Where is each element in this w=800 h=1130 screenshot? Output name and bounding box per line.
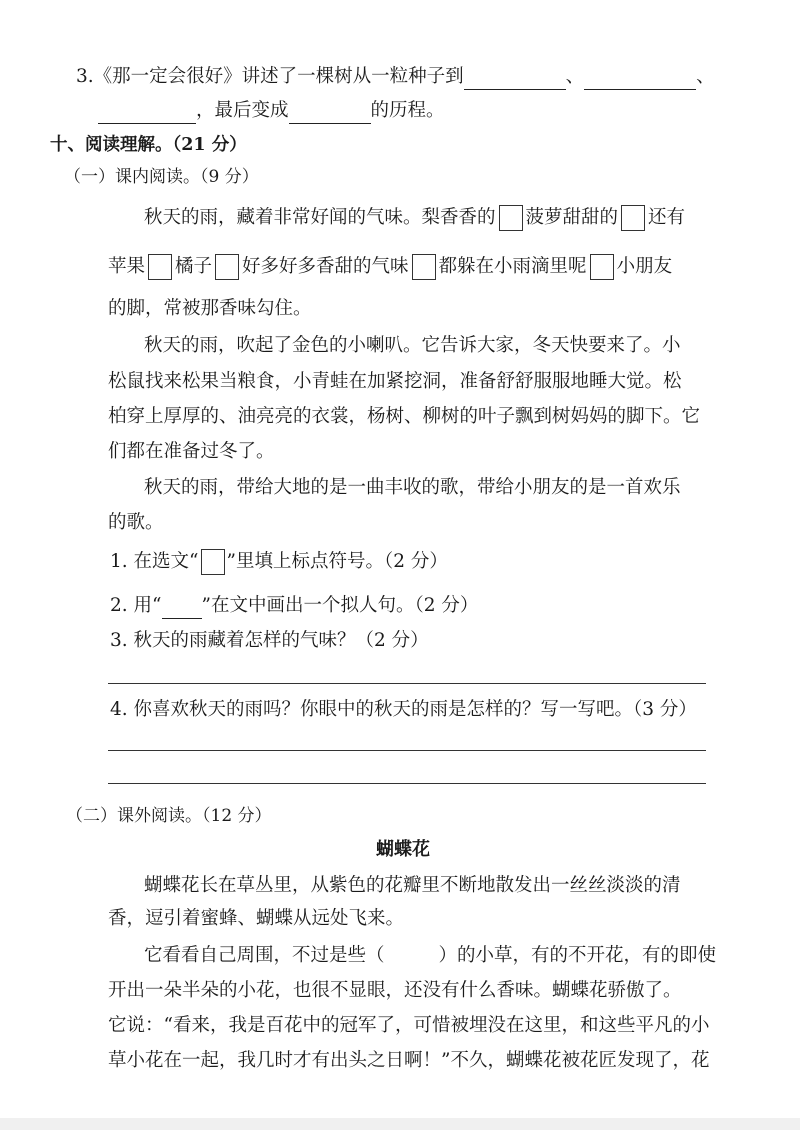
passage-5-line-2: 开出一朵半朵的小花，也很不显眼，还没有什么香味。蝴蝶花骄傲了。 (108, 980, 682, 1001)
passage-1-line-3: 的脚，常被那香味勾住。 (108, 298, 312, 319)
punctuation-box[interactable] (148, 254, 172, 280)
passage-1-line-1 (144, 205, 685, 231)
question-text: ”里填上标点符号。（2 分） (226, 551, 448, 572)
question-3-text: 的历程。 (370, 100, 445, 121)
passage-text: 橘子 (175, 256, 213, 277)
passage-title: 蝴蝶花 (376, 839, 430, 860)
answer-blank[interactable] (289, 103, 371, 124)
passage-text: 秋天的雨，藏着非常好闻的气味。梨香香的 (144, 207, 496, 228)
question-1 (110, 549, 448, 575)
passage-3-line-1: 秋天的雨，带给大地的是一曲丰收的歌，带给小朋友的是一首欢乐 (144, 477, 681, 498)
question-3-text: 3.《那一定会很好》讲述了一棵树从一粒种子到 (76, 66, 464, 87)
punctuation-box[interactable] (215, 254, 239, 280)
answer-line[interactable] (108, 750, 706, 751)
question-2 (110, 593, 478, 619)
passage-2-line-2: 松鼠找来松果当粮食，小青蛙在加紧挖洞，准备舒舒服服地睡大觉。松 (108, 371, 682, 392)
passage-text: 还有 (648, 207, 686, 228)
passage-text: 苹果 (108, 256, 146, 277)
passage-2-line-4: 们都在准备过冬了。 (108, 441, 275, 462)
passage-5-line-3: 它说：“看来，我是百花中的冠军了，可惜被埋没在这里，和这些平凡的小 (108, 1015, 710, 1036)
question-3-text: ，最后变成 (196, 100, 289, 121)
passage-text: 小朋友 (616, 256, 673, 277)
passage-3-line-2: 的歌。 (108, 512, 164, 533)
question-text: 1. 在选文“ (110, 551, 199, 572)
part-2-heading: （二）课外阅读。（12 分） (66, 806, 272, 826)
question-4: 4. 你喜欢秋天的雨吗？你眼中的秋天的雨是怎样的？写一写吧。（3 分） (110, 699, 697, 720)
answer-line[interactable] (108, 683, 706, 684)
punctuation-box[interactable] (412, 254, 436, 280)
punctuation-box[interactable] (621, 205, 645, 231)
passage-4-line-2: 香，逗引着蜜蜂、蝴蝶从远处飞来。 (108, 908, 405, 929)
part-1-heading: （一）课内阅读。（9 分） (64, 167, 259, 187)
answer-line[interactable] (108, 783, 706, 784)
separator: 、 (565, 66, 585, 87)
separator: 、 (696, 66, 715, 87)
punctuation-box[interactable] (590, 254, 614, 280)
question-text: ”在文中画出一个拟人句。（2 分） (201, 595, 479, 616)
question-text: 2. 用“ (110, 595, 162, 616)
passage-text: 好多好多香甜的气味 (242, 256, 409, 277)
answer-blank[interactable] (584, 69, 696, 90)
section-10-heading: 十、阅读理解。（21 分） (50, 135, 247, 155)
punctuation-box[interactable] (499, 205, 523, 231)
passage-5-line-1 (144, 943, 716, 969)
passage-text: 都躲在小雨滴里呢 (438, 256, 587, 277)
passage-5-line-4: 草小花在一起，我几时才有出头之日啊！”不久，蝴蝶花被花匠发现了，花 (108, 1050, 710, 1071)
passage-1-line-2 (108, 254, 672, 280)
passage-text: 菠萝甜甜的 (525, 207, 619, 228)
passage-4-line-1: 蝴蝶花长在草丛里，从紫色的花瓣里不断地散发出一丝丝淡淡的清 (144, 875, 681, 896)
passage-text: ）的小草，有的不开花，有的即使 (438, 945, 717, 966)
question-3: 3. 秋天的雨藏着怎样的气味？（2 分） (110, 630, 429, 651)
question-3-line-1 (76, 64, 715, 90)
answer-blank[interactable] (464, 69, 566, 90)
question-3-line-2 (98, 98, 445, 124)
passage-text: 它看看自己周围，不过是些（ (144, 945, 385, 966)
page-bottom-edge (0, 1118, 800, 1130)
example-box (201, 549, 225, 575)
underline-sample (162, 600, 202, 619)
passage-2-line-3: 柏穿上厚厚的、油亮亮的衣裳，杨树、柳树的叶子飘到树妈妈的脚下。它 (108, 406, 701, 427)
answer-blank[interactable] (98, 103, 196, 124)
passage-2-line-1: 秋天的雨，吹起了金色的小喇叭。它告诉大家，冬天快要来了。小 (144, 335, 681, 356)
